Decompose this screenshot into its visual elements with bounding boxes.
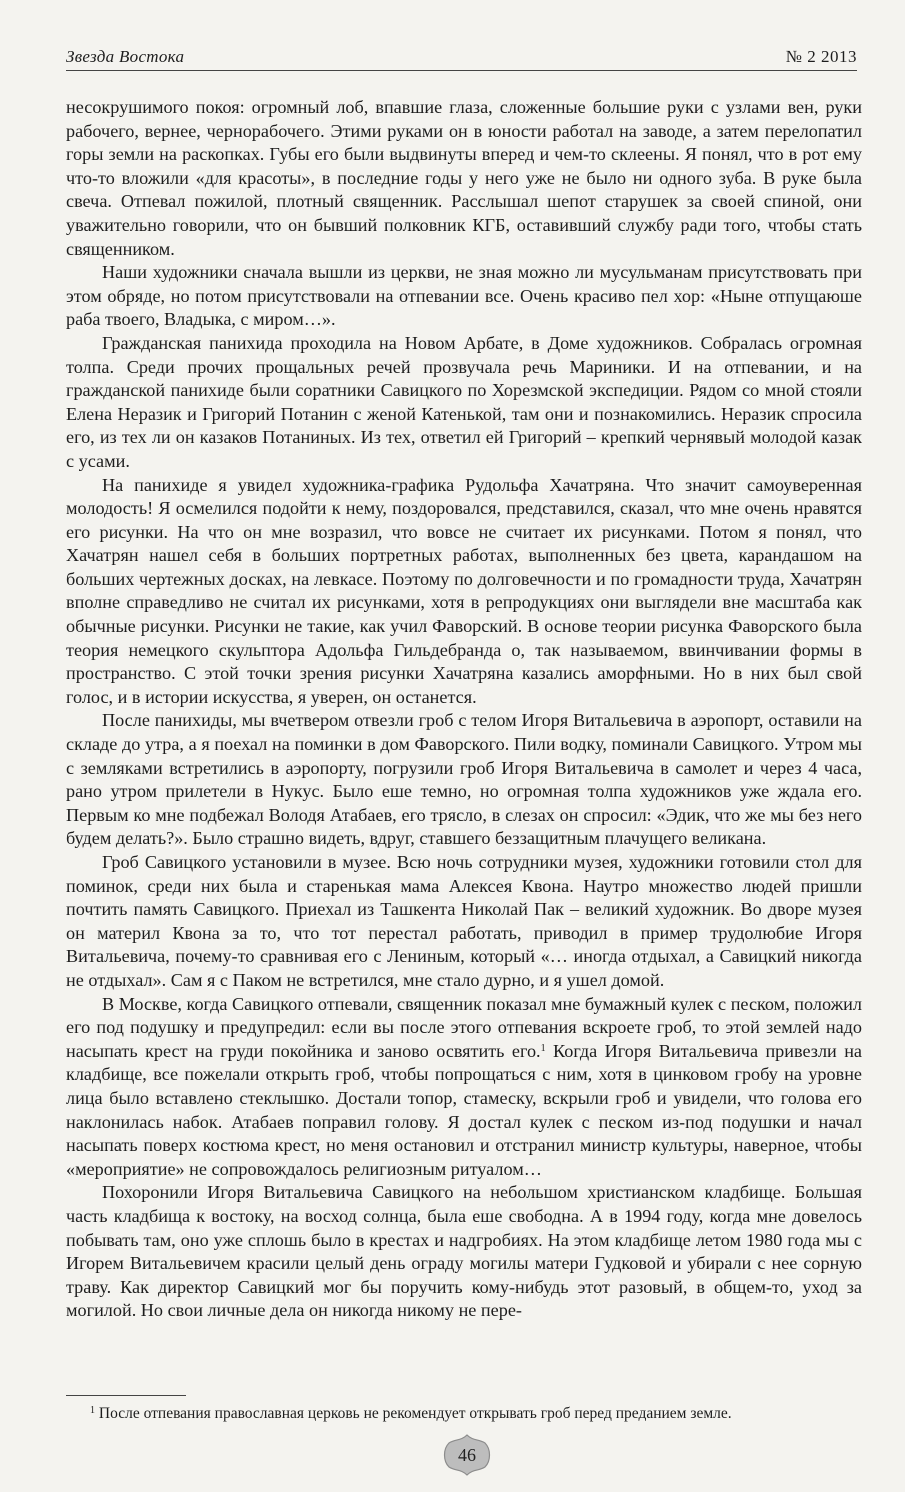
- article-body: [66, 96, 862, 1323]
- paragraph: После панихиды, мы вчетвером отвезли гроб с телом Игоря Витальевича в аэропорт, оставили на складе до утра, а я поехал на поминки в дом Фаворского. Пили водку, поминали Савицкого. Утром мы с земляками встретились в аэропорту, погрузили гроб Игоря Витальевича в самолет и через 4 часа, рано утром прилетели в Нукус. Было еше темно, но огромная толпа художников уже ждала его. Первым ко мне подбежал Володя Атабаев, его трясло, в слезах он спросил: «Эдик, что же мы без него будем делать?». Было страшно видеть, вдруг, ставшего беззащитным плачущего великана.: [66, 710, 862, 849]
- page-number: 46: [458, 1445, 476, 1465]
- journal-title: Звезда Востока: [66, 47, 185, 66]
- paragraph-moscow: [66, 993, 862, 1182]
- paragraph: Гражданская панихида проходила на Новом Арбате, в Доме художников. Собралась огромная толпа. Среди прочих прощальных речей прозвучала речь Мариники. И на отпевании, и на гражданской панихиде были соратники Савицкого по Хорезмской экспедиции. Рядом со мной стояли Елена Неразик и Григорий Потанин с женой Катенькой, там они и познакомились. Неразик спросила его, из тех ли он казаков Потаниных. Из тех, ответил ей Григорий – крепкий чернявый молодой казак с усами.: [66, 332, 862, 471]
- page-number-badge: [439, 1433, 495, 1477]
- paragraph-text: В Москве, когда Савицкого отпевали, священник показал мне бумажный кулек с песком, положил его под подушку и предупредил: если вы после этого отпевания вскроете гроб, то этой землей надо насыпать крест на груди покойника и заново освятить его.: [66, 993, 862, 1061]
- running-header: [66, 44, 857, 71]
- paragraph: Наши художники сначала вышли из церкви, не зная можно ли мусульманам присутствовать при этом обряде, но потом присутствовали на отпевании все. Очень красиво пел хор: «Ныне отпущаюше раба твоего, Владыка, с миром…».: [66, 262, 862, 330]
- paragraph: На панихиде я увидел художника-графика Рудольфа Хачатряна. Что значит самоуверенная молодость! Я осмелился подойти к нему, поздоровался, представился, сказал, что мне очень нравятся его рисунки. На что он мне возразил, что вовсе не считает их рисунками. Потом я понял, что Хачатрян нашел себя в больших портретных работах, выполненных без цвета, карандашом на больших чертежных досках, на левкасе. Поэтому по долговечности и по громадности труда, Хачатрян вполне справедливо не считал их рисунками, хотя в репродукциях они выглядели вне масштаба как обычные рисунки. Рисунки не такие, как учил Фаворский. В основе теории рисунка Фаворского была теория немецкого скульптора Адольфа Гильдебранда о, так называемом, ввинчивании формы в пространство. С этой точки зрения рисунки Хачатряна казались аморфными. Но в них был свой голос, и в истории искусства, я уверен, он останется.: [66, 474, 862, 707]
- paragraph: Гроб Савицкого установили в музее. Всю ночь сотрудники музея, художники готовили стол для поминок, среди них была и старенькая мама Алексея Квона. Наутро множество людей пришли почтить память Савицкого. Приехал из Ташкента Николай Пак – великий художник. Во дворе музея он материл Квона за то, что тот перестал работать, приводил в пример трудолюбие Игоря Витальевича, почему-то сравнивая его с Лениным, который «… иногда отдыхал, а Савицкий никогда не отдыхал». Сам я с Паком не встретился, мне стало дурно, и я ушел домой.: [66, 852, 862, 990]
- footnote-mark: 1: [90, 1405, 95, 1416]
- paragraph: несокрушимого покоя: огромный лоб, впавшие глаза, сложенные большие руки с узлами вен, руки рабочего, вернее, чернорабочего. Этими руками он в юности работал на заводе, а затем перелопатил горы земли на раскопках. Губы его были выдвинуты вперед и чем-то склеены. Я понял, что в рот ему что-то вложили «для красоты», в последние годы у него уже не было ни одного зуба. В руке была свеча. Отпевал пожилой, плотный священник. Расслышал шепот старушек за своей спиной, они уважительно говорили, что он бывший полковник КГБ, оставивший службу ради того, чтобы стать священником.: [66, 97, 862, 259]
- footnote-text: После отпевания православная церковь не рекомендует открывать гроб перед преданием земле.: [95, 1405, 732, 1422]
- paragraph-text: Когда Игоря Витальевича привезли на кладбище, все пожелали открыть гроб, чтобы попрощаться с ним, хотя в цинковом гробу на уровне лица было вставлено стеклышко. Достали топор, стамеску, вскрыли гроб и увидели, что голова его наклонилась набок. Атабаев поправил голову. Я достал кулек с песком из-под подушки и начал насыпать поверх костюма крест, но меня остановил и отстранил министр культуры, наверное, чтобы «мероприятие» не сопровождалось религиозным ритуалом…: [66, 1040, 862, 1179]
- footnote-reference[interactable]: 1: [540, 1042, 546, 1054]
- paragraph: Похоронили Игоря Витальевича Савицкого на небольшом христианском кладбище. Большая часть кладбища к востоку, на восход солнца, была еше свободна. А в 1994 году, когда мне довелось побывать там, оно уже сплошь было в крестах и надгробиях. На этом кладбище летом 1980 года мы с Игорем Витальевичем красили целый день ограду могилы матери Гудковой и убирали с нее сорную траву. Как директор Савицкий мог бы поручить кому-нибудь этот разовый, в общем-то, уход за могилой. Но свои личные дела он никогда никому не пере-: [66, 1182, 862, 1321]
- issue-number: № 2 2013: [785, 47, 857, 66]
- footnote: [90, 1404, 870, 1424]
- footnote-divider: [66, 1395, 186, 1396]
